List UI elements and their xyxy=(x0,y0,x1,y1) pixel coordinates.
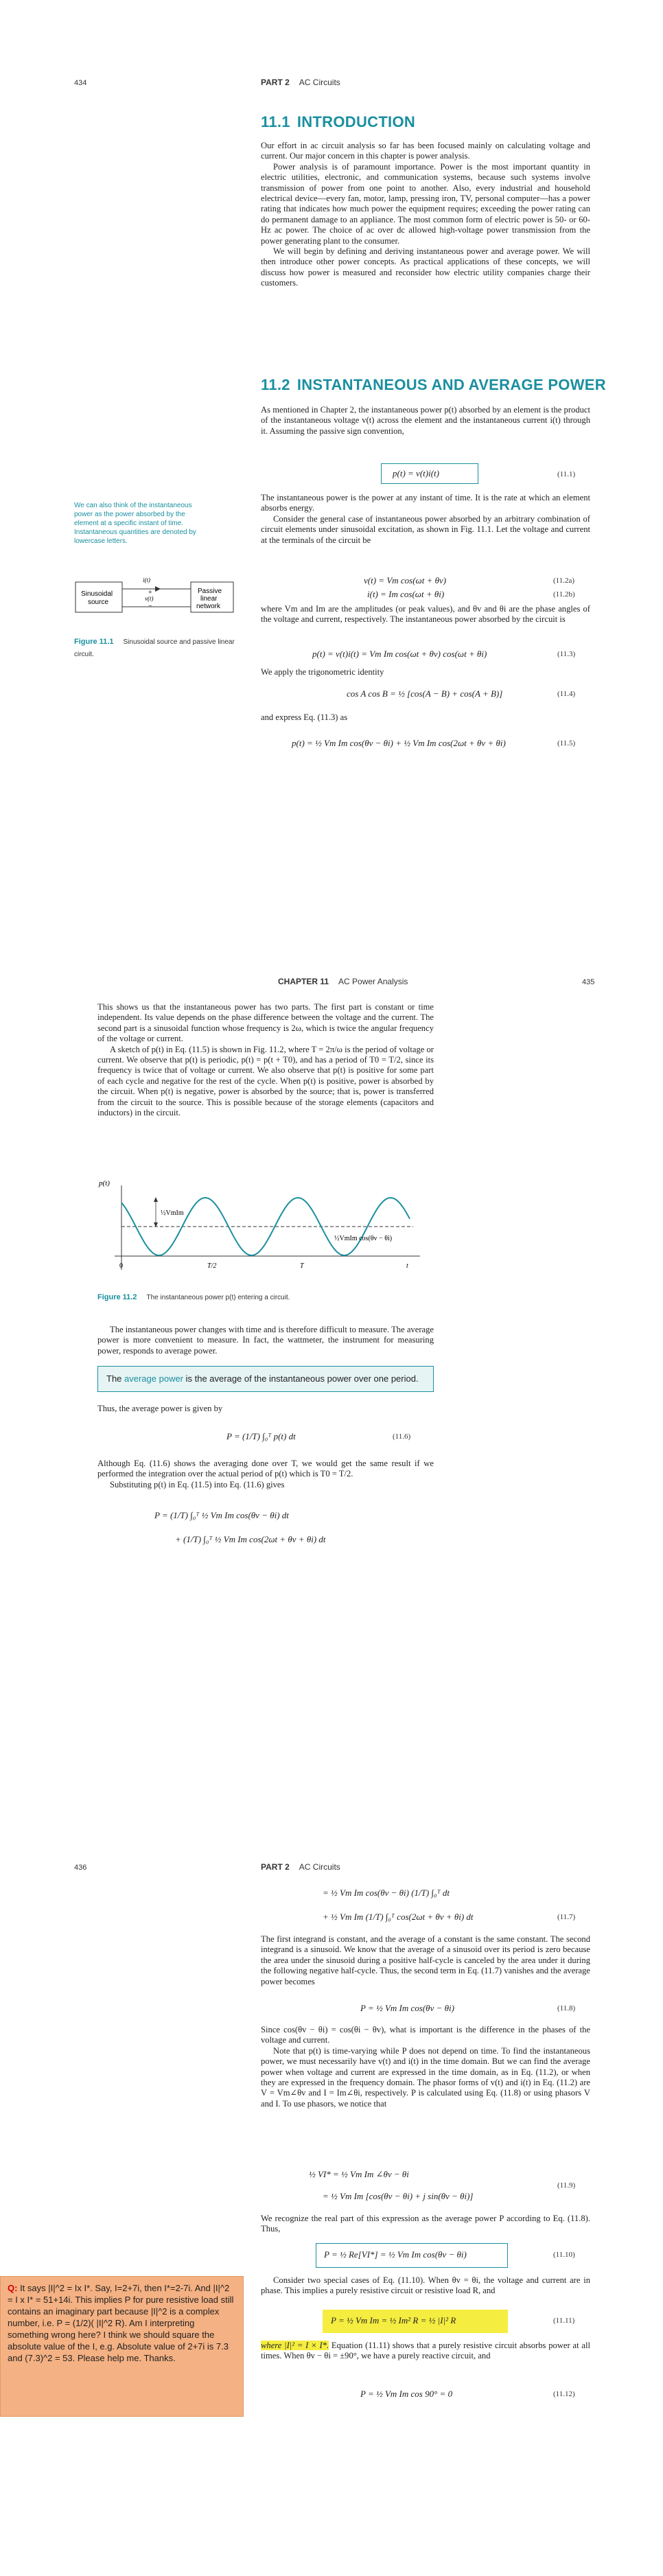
equation-number: (11.2b) xyxy=(553,590,575,599)
running-head xyxy=(261,78,340,87)
paragraph: where Vm and Im are the amplitudes (or peak values), and θv and θi are the phase angles of the voltage and current, respectively. The instantaneous power absorbed by the circuit is xyxy=(261,604,590,625)
equation-number: (11.11) xyxy=(553,2317,575,2325)
equation-11-12: P = ½ Vm Im cos 90° = 0 xyxy=(360,2389,453,2399)
section-number: 11.2 xyxy=(261,376,290,393)
equation-11-7-line-1: = ½ Vm Im cos(θv − θi) (1/T) ∫₀ᵀ dt xyxy=(323,1888,450,1898)
section-title: INTRODUCTION xyxy=(296,113,416,130)
equation-11-9-line-1: ½ VI* = ½ Vm Im ∠θv − θi xyxy=(309,2169,409,2179)
equation-11-7-line-2: + ½ Vm Im (1/T) ∫₀ᵀ cos(2ωt + θv + θi) dt xyxy=(323,1912,474,1922)
equation-11-2a: v(t) = Vm cos(ωt + θv) xyxy=(364,575,447,585)
equation-11-8: P = ½ Vm Im cos(θv − θi) xyxy=(360,2003,454,2013)
page-435 xyxy=(0,899,663,1757)
paragraph: This shows us that the instantaneous power has two parts. The first part is constant or time independent. Its value depends on the phase difference between the voltage and the current. The second part is a sinusoidal function whose frequency is 2ω, which is twice the angular frequency of the voltage or current. xyxy=(97,1002,434,1044)
part-title: AC Circuits xyxy=(299,1862,340,1872)
equation-11-3: p(t) = v(t)i(t) = Vm Im cos(ωt + θv) cos(ωt + θi) xyxy=(312,649,487,659)
instantaneous-text-4 xyxy=(261,667,590,677)
figure-11-2-caption xyxy=(97,1290,372,1303)
section-heading-instantaneous xyxy=(261,376,606,394)
equation-number: (11.12) xyxy=(553,2390,575,2398)
paragraph: We recognize the real part of this expression as the average power P according to Eq. (11.8). Thus, xyxy=(261,2214,590,2234)
part-label: PART 2 xyxy=(261,1862,290,1872)
equation-11-10: P = ½ Re[VI*] = ½ Vm Im cos(θv − θi) xyxy=(324,2249,467,2260)
page-434 xyxy=(0,0,663,858)
equation-11-11: P = ½ Vm Im = ½ Im² R = ½ |I|² R xyxy=(331,2315,456,2325)
paragraph: Consider the general case of instantaneous power absorbed by an arbitrary combination of circuit elements under sinusoidal excitation, as shown in Fig. 11.1. Let the voltage and current at the terminals of the circuit be xyxy=(261,513,590,545)
figure-caption: Sinusoidal source and passive linear circuit. xyxy=(74,638,235,658)
average-label: ½VmIm cos(θv − θi) xyxy=(334,1235,393,1242)
current-label: i(t) xyxy=(143,577,150,583)
paragraph: The first integrand is constant, and the average of a constant is the same constant. The second integrand is a sinusoid. We know that the average of a sinusoid over its period is zero because the area under the sinusoid during a positive half-cycle is canceled by the area under it during the following negative half-cycle. Thus, the second term in Eq. (11.7) vanishes and the average power becomes xyxy=(261,1934,590,1986)
plus-sign: + xyxy=(148,589,152,596)
network-label: network xyxy=(196,603,221,610)
paragraph: We apply the trigonometric identity xyxy=(261,667,384,677)
page-436-text-1 xyxy=(261,1934,590,1987)
instantaneous-text-3 xyxy=(261,604,590,625)
equation-11-1: p(t) = v(t)i(t) xyxy=(393,468,439,478)
page-436-text-3 xyxy=(261,2214,590,2235)
paragraph: Equation (11.11) shows that a purely resistive circuit absorbs power at all times. When θv − θi = ±90°, we have a purely reactive circuit, and xyxy=(261,2341,590,2361)
paragraph: and express Eq. (11.3) as xyxy=(261,712,348,722)
source-label: Sinusoidal xyxy=(81,590,113,598)
figure-number: Figure 11.1 xyxy=(74,638,114,646)
equation-11-5: p(t) = ½ Vm Im cos(θv − θi) + ½ Vm Im cos(2ωt + θv + θi) xyxy=(292,738,506,748)
paragraph: Thus, the average power is given by xyxy=(97,1404,223,1413)
part-title: AC Circuits xyxy=(299,78,340,87)
page-435-text-1 xyxy=(97,1002,434,1118)
chapter-title: AC Power Analysis xyxy=(338,977,408,986)
definition-text: The xyxy=(106,1373,125,1384)
average-power-definition-box xyxy=(97,1366,434,1392)
figure-11-1-diagram xyxy=(74,563,239,628)
tick-half-period: T/2 xyxy=(207,1262,217,1270)
intro-text xyxy=(261,141,590,289)
equation-11-4: cos A cos B = ½ [cos(A − B) + cos(A + B)] xyxy=(347,688,503,699)
intro-paragraph-3: We will begin by defining and deriving instantaneous power and average power. We will then introduce other power concepts. As practical applications of these concepts, we will discuss how power is measured and reconsider how electric utility companies charge their customers. xyxy=(261,246,590,288)
paragraph: Although Eq. (11.6) shows the averaging done over T, we would get the same result if we performed the integration over the actual period of p(t) which is T0 = T/2. xyxy=(97,1459,434,1479)
page-435-text-4 xyxy=(97,1459,434,1490)
equation-number: (11.3) xyxy=(557,650,576,658)
equation-number: (11.2a) xyxy=(553,577,575,585)
paragraph: Note that p(t) is time-varying while P does not depend on time. To find the instantaneous power, we must necessarily have v(t) and i(t) in the time domain. But we can find the average power when voltage and current are expressed in the time domain, as in Eq. (11.2), or when they are expressed in the frequency domain. The phasor forms of v(t) and i(t) in Eq. (11.2) are V = Vm∠θv and I = Im∠θi, respectively. P is calculated using Eq. (11.8) or using phasors V and I. To use phasors, we notice that xyxy=(261,2045,590,2109)
equation-number: (11.1) xyxy=(557,470,576,478)
page-436-text-4 xyxy=(261,2275,590,2297)
page-436 xyxy=(0,1785,663,2576)
paragraph: The instantaneous power changes with time and is therefore difficult to measure. The average power is more convenient to measure. In fact, the wattmeter, the instrument for measuring power, responds to average power. xyxy=(97,1325,434,1356)
question-note xyxy=(0,2276,244,2417)
equation-11-6: P = (1/T) ∫₀ᵀ p(t) dt xyxy=(226,1431,296,1441)
equation-number: (11.7) xyxy=(557,1913,576,1921)
equation-number: (11.5) xyxy=(557,739,576,747)
intro-paragraph-1: Our effort in ac circuit analysis so far has been focused mainly on calculating voltage and current. Our major concern in this chapter is power analysis. xyxy=(261,141,590,161)
equation-number: (11.9) xyxy=(557,2181,576,2190)
paragraph: Consider two special cases of Eq. (11.10). When θv = θi, the voltage and current are in phase. This implies a purely resistive circuit or resistive load R, and xyxy=(261,2275,590,2296)
page-number: 435 xyxy=(582,978,595,986)
margin-note: We can also think of the instantaneous power as the power absorbed by the element at a specific instant of time. Instantaneous quantities are denoted by lowercase letters. xyxy=(74,502,196,545)
paragraph: Since cos(θv − θi) = cos(θi − θv), what is important is the difference in the phases of the voltage and current. xyxy=(261,2025,590,2045)
equation-11-2b: i(t) = Im cos(ωt + θi) xyxy=(367,589,445,599)
y-axis-label: p(t) xyxy=(99,1179,110,1187)
page-number: 434 xyxy=(74,79,87,87)
equation-number: (11.6) xyxy=(393,1432,411,1441)
page-436-text-5 xyxy=(261,2341,590,2362)
running-head xyxy=(278,977,408,986)
highlighted-where-clause: where |I|² = I × I*. xyxy=(261,2341,329,2350)
equation-number: (11.4) xyxy=(557,690,576,698)
source-label: source xyxy=(88,599,109,606)
paragraph: A sketch of p(t) in Eq. (11.5) is shown in Fig. 11.2, where T = 2π/ω is the period of voltage or current. We observe that p(t) is periodic, p(t) = p(t + T0), and has a period of T0 = T/2, since its frequency is twice that of voltage or current. We also observe that p(t) is positive for some part of each cycle and negative for the rest of the cycle. When p(t) is positive, power is absorbed by the circuit. When p(t) is negative, power is absorbed by the source; that is, power is transferred from the circuit to the source. This is possible because of the storage elements (capacitors and inductors) in the circuit. xyxy=(97,1044,434,1118)
paragraph: The instantaneous power is the power at any instant of time. It is the rate at which an element absorbs energy. xyxy=(261,493,590,513)
page-number: 436 xyxy=(74,1864,87,1872)
question-label: Q: xyxy=(8,2283,18,2293)
network-label: linear xyxy=(200,595,218,603)
amplitude-label: ½VmIm xyxy=(161,1209,184,1217)
figure-number: Figure 11.2 xyxy=(97,1293,137,1301)
section-heading-introduction xyxy=(261,113,415,131)
instantaneous-text-5 xyxy=(261,712,590,723)
minus-sign: − xyxy=(148,603,152,610)
figure-caption: The instantaneous power p(t) entering a circuit. xyxy=(146,1294,290,1301)
equation-substitution-line-2: + (1/T) ∫₀ᵀ ½ Vm Im cos(2ωt + θv + θi) dt xyxy=(175,1534,326,1544)
paragraph: Substituting p(t) in Eq. (11.5) into Eq. (11.6) gives xyxy=(110,1479,285,1489)
page-435-text-2 xyxy=(97,1325,434,1356)
t-axis-label: t xyxy=(406,1262,408,1270)
intro-paragraph-2: Power analysis is of paramount importance. Power is the most important quantity in electric utilities, electronic, and communication systems, because such systems involve transmission of power from one point to another. Also, every industrial and household electrical device—every fan, motor, lamp, pressing iron, TV, personal computer—has a power rating that indicates how much power the equipment requires; exceeding the power rating can do permanent damage to an appliance. The most common form of electric power is 50- or 60-Hz ac power. The choice of ac over dc allowed high-voltage power transmission from the power generating plant to the consumer. xyxy=(261,161,590,246)
equation-number: (11.8) xyxy=(557,2004,576,2012)
paragraph: As mentioned in Chapter 2, the instantaneous power p(t) absorbed by an element is the product of the instantaneous voltage v(t) across the element and the instantaneous current i(t) through it. Assuming the passive sign convention, xyxy=(261,405,590,436)
page-435-text-3 xyxy=(97,1404,434,1414)
part-label: PART 2 xyxy=(261,78,290,87)
tick-zero: 0 xyxy=(119,1262,123,1270)
definition-term: average power xyxy=(124,1373,184,1384)
voltage-label: v(t) xyxy=(145,595,154,602)
equation-number: (11.10) xyxy=(553,2251,575,2259)
section-number: 11.1 xyxy=(261,113,290,130)
tick-period: T xyxy=(300,1262,304,1270)
instantaneous-intro xyxy=(261,405,590,437)
definition-text: is the average of the instantaneous power over one period. xyxy=(183,1373,419,1384)
figure-11-2-plot xyxy=(97,1177,434,1280)
equation-substitution-line-1: P = (1/T) ∫₀ᵀ ½ Vm Im cos(θv − θi) dt xyxy=(154,1510,289,1520)
chapter-label: CHAPTER 11 xyxy=(278,977,329,986)
page-436-text-2 xyxy=(261,2025,590,2109)
current-arrow xyxy=(155,586,161,592)
running-head xyxy=(261,1862,340,1872)
section-title: INSTANTANEOUS AND AVERAGE POWER xyxy=(296,376,606,393)
network-label: Passive xyxy=(198,588,222,595)
instantaneous-text-2 xyxy=(261,493,590,546)
question-text: It says |I|^2 = Ix I*. Say, I=2+7i, then I*=2-7i. And |I|^2 = I x I* = 51+14i. This implies P for pure resistive load still contains an imaginary part because |I|^2 is a complex number, i.e. P = (1/2)( |I|^2 R). Am I interpreting something wrong here? I think we should square the absolute value of the I, e.g. Absolute value of 2+7i is 7.3 and (7.3)^2 = 53. Please help me. Thanks. xyxy=(8,2283,234,2363)
equation-11-9-line-2: = ½ Vm Im [cos(θv − θi) + j sin(θv − θi)] xyxy=(323,2191,474,2201)
figure-11-1-caption xyxy=(74,635,253,660)
